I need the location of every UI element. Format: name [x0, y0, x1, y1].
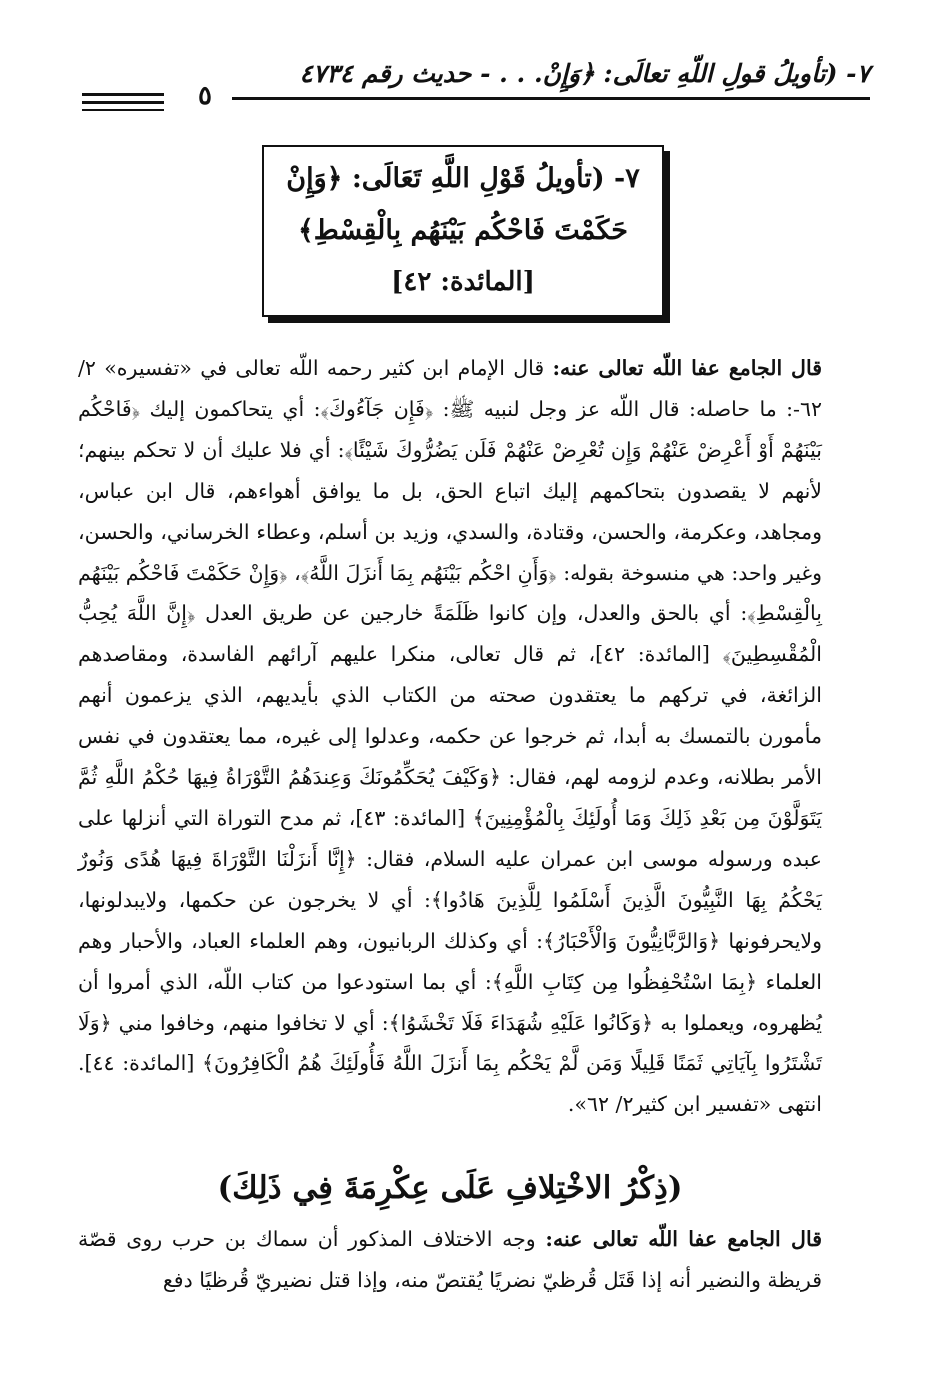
body-text-2 [78, 1219, 822, 1301]
header-rule-left-3 [82, 109, 164, 111]
chapter-title-box [262, 145, 664, 317]
running-header [80, 52, 870, 111]
page-number: ٥ [198, 81, 212, 111]
header-rule-left-2 [82, 101, 164, 104]
paragraph-2 [78, 1219, 822, 1301]
header-rule [232, 97, 870, 100]
chapter-title-reference: [المائدة: ٤٢] [391, 267, 535, 297]
paragraph-2-text: وجه الاختلاف المذكور أن سماك بن حرب روى قصّة قريظة والنضير أنه إذا قَتَل قُرظيّ نضريًا يُقتصّ منه، وإذا قتل نضيريّ قُرظيًا دفع [78, 1227, 822, 1292]
paragraph-1-text: قال الإمام ابن كثير رحمه اللّه تعالى في «تفسيره» ٢/ ٦٢-: ما حاصله: قال اللّه عز وجل لنبيه ﷺ: ﴿فَإِن جَآءُوكَ﴾: أي يتحاكمون إليك ﴿فَاحْكُم بَيْنَهُمْ أَوْ أَعْرِضْ عَنْهُمْ وَإِن تُعْرِضْ عَنْهُمْ فَلَن يَضُرُّوكَ شَيْئًا﴾: أي فلا عليك أن لا تحكم بينهم؛ لأنهم لا يقصدون بتحاكمهم إليك اتباع الحق، بل ما يوافق أهواءهم، قال ابن عباس، ومجاهد، وعكرمة، والحسن، وقتادة، والسدي، وزيد بن أسلم، وعطاء الخرساني، والحسن، وغير واحد: هي منسوخة بقوله: ﴿وَأَنِ احْكُم بَيْنَهُم بِمَا أَنزَلَ اللَّهُ﴾، ﴿وَإِنْ حَكَمْتَ فَاحْكُم بَيْنَهُم بِالْقِسْطِ﴾: أي بالحق والعدل، وإن كانوا ظَلَمَةً خارجين عن طريق العدل ﴿إِنَّ اللَّهَ يُحِبُّ الْمُقْسِطِينَ﴾ [المائدة: ٤٢]، ثم قال تعالى، منكرا عليهم آرائهم الفاسدة، ومقاصدهم الزائغة، في تركهم ما يعتقدون صحته من الكتاب الذي بأيديهم، الذي يزعمون أنهم مأمورن بالتمسك به أبدا، ثم خرجوا عن حكمه، وعدلوا إلى غيره، مما يعتقدون في نفس الأمر بطلانه، وعدم لزومه لهم، فقال: ﴿وَكَيْفَ يُحَكِّمُونَكَ وَعِندَهُمُ التَّوْرَاةُ فِيهَا حُكْمُ اللَّهِ ثُمَّ يَتَوَلَّوْنَ مِن بَعْدِ ذَلِكَ وَمَا أُولَئِكَ بِالْمُؤْمِنِينَ﴾ [المائدة: ٤٣]، ثم مدح التوراة التي أنزلها على عبده ورسوله موسى ابن عمران عليه السلام، فقال: ﴿إِنَّا أَنزَلْنَا التَّوْرَاةَ فِيهَا هُدًى وَنُورٌ يَحْكُمُ بِهَا النَّبِيُّونَ الَّذِينَ أَسْلَمُوا لِلَّذِينَ هَادُوا﴾: أي لا يخرجون عن حكمها، ولايبدلونها، ولايحرفونها ﴿وَالرَّبَّانِيُّونَ وَالْأَحْبَارُ﴾: أي وكذلك الربانيون، وهم العلماء العباد، والأحبار وهم العلماء ﴿بِمَا اسْتُحْفِظُوا مِن كِتَابِ اللَّهِ﴾: أي بما استودعوا من كتاب اللّه، الذي أمروا أن يُظهروه، ويعملوا به ﴿وَكَانُوا عَلَيْهِ شُهَدَاءَ فَلَا تَخْشَوُا﴾: أي لا تخافوا منهم، وخافوا مني ﴿وَلَا تَشْتَرُوا بِآيَاتِي ثَمَنًا قَلِيلًا وَمَن لَّمْ يَحْكُم بِمَا أَنزَلَ اللَّهُ فَأُولَئِكَ هُمُ الْكَافِرُونَ﴾ [المائدة: ٤٤]. انتهى «تفسير ابن كثير٢/ ٦٢». [78, 356, 822, 1117]
paragraph-2-lead: قال الجامع عفا اللّه تعالى عنه: [545, 1227, 822, 1251]
header-rule-left-1 [82, 93, 164, 96]
running-title: ٧- (تأويلُ قولِ اللّهِ تعالَى: ﴿وَإِنْ. . . - حديث رقم ٤٧٣٤ [299, 59, 870, 88]
chapter-title-line-2: حَكَمْتَ فَاحْكُم بَيْنَهُم بِالْقِسْطِ﴾ [297, 215, 628, 246]
body-text [78, 348, 822, 1125]
paragraph-1-lead: قال الجامع عفا اللّه تعالى عنه: [552, 356, 822, 380]
section-heading: (ذِكْرُ الاخْتِلافِ عَلَى عِكْرِمَةَ فِي ذَلِكَ) [217, 1170, 683, 1206]
paragraph-1 [78, 348, 822, 1125]
chapter-title-line-1: ٧- (تأويلُ قَوْلِ اللَّهِ تَعَالَى: ﴿وَإِنْ [286, 163, 640, 194]
